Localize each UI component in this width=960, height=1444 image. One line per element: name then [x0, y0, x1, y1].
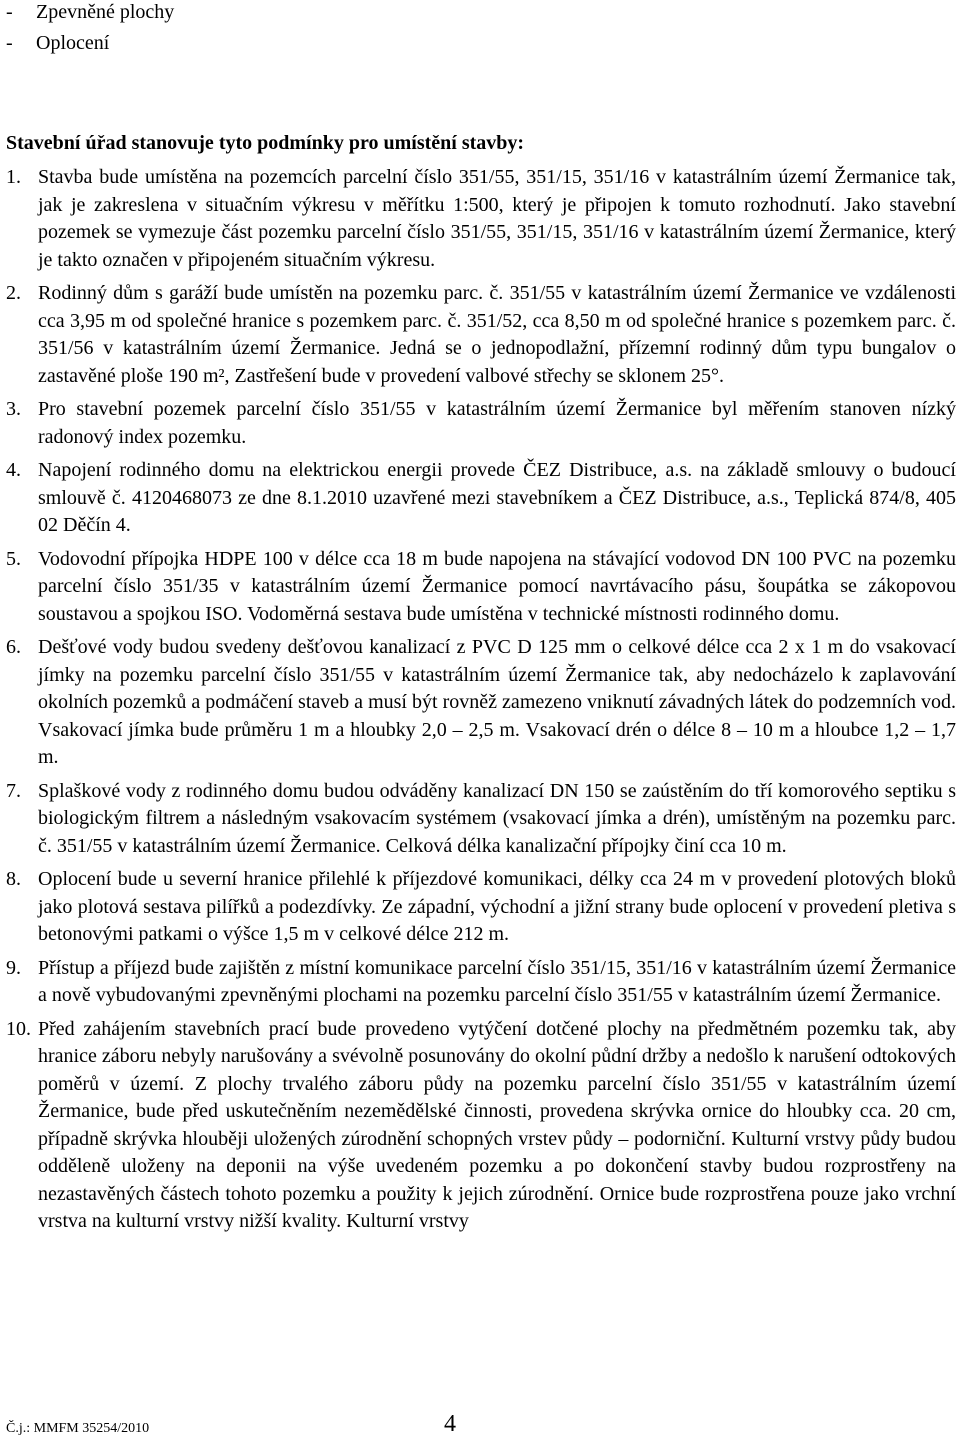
- condition-text: Dešťové vody budou svedeny dešťovou kanalizací z PVC D 125 mm o celkové délce cca 2 x 1 m do vsakovací jímky na pozemku parcelní číslo 351/55 v katastrálním území Žermanice tak, aby nedocházelo k zaplavování okolních pozemků a podmáčení staveb a musí být rovněž zamezeno vniknutí závadných látek do podzemních vod. Vsakovací jímka bude průměru 1 m a hloubky 2,0 – 2,5 m. Vsakovací drén o délce 8 – 10 m a hloubce 1,2 – 1,7 m.: [38, 636, 956, 768]
- condition-number: 1.: [6, 166, 21, 188]
- list-dash: -: [6, 32, 13, 54]
- condition-item: [6, 778, 956, 861]
- condition-item: [6, 1016, 956, 1236]
- list-item: [6, 0, 174, 28]
- condition-item: [6, 866, 956, 949]
- condition-text: Pro stavební pozemek parcelní číslo 351/55 v katastrálním území Žermanice byl měřením stanoven nízký radonový index pozemku.: [38, 398, 956, 448]
- condition-number: 7.: [6, 779, 21, 802]
- list-item-text: Oplocení: [36, 32, 110, 54]
- condition-text: Vodovodní přípojka HDPE 100 v délce cca 18 m bude napojena na stávající vodovod DN 100 PVC na pozemku parcelní číslo 351/35 v katastrálním území Žermanice pomocí navrtávacího pásu, šoupátka se zákopovou soustavou a spojkou ISO. Vodoměrná sestava bude umístěna v technické místnosti rodinného domu.: [38, 547, 956, 625]
- condition-number: 6.: [6, 636, 21, 658]
- item-list: [6, 0, 174, 59]
- condition-item: [6, 396, 956, 451]
- condition-item: [6, 280, 956, 390]
- list-item: [6, 28, 174, 59]
- condition-text: Napojení rodinného domu na elektrickou energii provede ČEZ Distribuce, a.s. na základě smlouvy o budoucí smlouvě č. 4120468073 ze dne 8.1.2010 uzavřené mezi stavebníkem a ČEZ Distribuce, a.s., Teplická 874/8, 405 02 Děčín 4.: [38, 459, 956, 536]
- condition-number: 10.: [6, 1017, 31, 1040]
- condition-number: 3.: [6, 398, 21, 420]
- condition-text: Před zahájením stavebních prací bude provedeno vytýčení dotčené plochy na předmětném pozemku tak, aby hranice záboru nebyly narušovány a svévolně posunovány do okolní půdní držby a nedošlo k narušení odtokových poměrů v území. Z plochy trvalého záboru půdy na pozemku parcelní číslo 351/55 v katastrálním území Žermanice, bude před uskutečněním nezemědělské činnosti, provedena skrývka ornice do hloubky cca. 20 cm, případně skrývka hlouběji uložených zúrodnění schopných vrstev půdy – podorniční. Kulturní vrstvy půdy budou odděleně uloženy na deponii na výše uvedeném pozemku a po dokončení stavby budou rozprostřeny na nezastavěných částech tohoto pozemku a použity k jejich zúrodnění. Ornice bude rozprostřena pouze jako vrchní vrstva na kulturní vrstvy nižší kvality. Kulturní vrstvy: [38, 1017, 956, 1232]
- condition-item: [6, 955, 956, 1010]
- condition-number: 4.: [6, 459, 21, 481]
- page-number: 4: [444, 1411, 456, 1437]
- condition-item: [6, 634, 956, 772]
- condition-number: 9.: [6, 956, 21, 979]
- condition-item: [6, 457, 956, 540]
- list-item-text: Zpevněné plochy: [36, 1, 175, 23]
- condition-text: Přístup a příjezd bude zajištěn z místní komunikace parcelní číslo 351/15, 351/16 v katastrálním území Žermanice a nově vybudovanými zpevněnými plochami na pozemku parcelní číslo 351/55 v katastrálním území Žermanice.: [38, 956, 956, 1006]
- conditions-list: [6, 164, 956, 1242]
- condition-number: 8.: [6, 868, 21, 890]
- condition-text: Oplocení bude u severní hranice přilehlé k příjezdové komunikaci, délky cca 24 m v provedení plotových bloků jako plotová sestava pilířků a podezdívky. Ze západní, východní a jižní strany bude oplocení v provedení pletiva s betonovými patkami o výšce 1,5 m v celkové délce 212 m.: [38, 868, 956, 945]
- list-dash: -: [6, 1, 13, 23]
- condition-item: [6, 546, 956, 629]
- condition-text: Splaškové vody z rodinného domu budou odváděny kanalizací DN 150 se zaústěním do tří komorového septiku s biologickým filtrem a následným vsakovacím systémem (vsakovací jímka a drén), umístěným na pozemku parc. č. 351/55 v katastrálním území Žermanice. Celková délka kanalizační přípojky činí cca 10 m.: [38, 779, 956, 857]
- condition-number: 5.: [6, 547, 21, 570]
- condition-number: 2.: [6, 282, 21, 304]
- condition-text: Stavba bude umístěna na pozemcích parcelní číslo 351/55, 351/15, 351/16 v katastrálním území Žermanice tak, jak je zakreslena v situačním výkresu v měřítku 1:500, který je připojen k tomuto rozhodnutí. Jako stavební pozemek se vymezuje část pozemku parcelní číslo 351/55, 351/15, 351/16 v katastrálním území Žermanice, který je takto označen v připojeném situačním výkresu.: [38, 166, 956, 271]
- document-reference: Č.j.: MMFM 35254/2010: [6, 1421, 150, 1436]
- section-heading: Stavební úřad stanovuje tyto podmínky pro umístění stavby:: [6, 132, 525, 154]
- condition-text: Rodinný dům s garáží bude umístěn na pozemku parc. č. 351/55 v katastrálním území Žermanice ve vzdálenosti cca 3,95 m od společné hranice s pozemkem parc. č. 351/52, cca 8,50 m od společné hranice s pozemkem parc. č. 351/56 v katastrálním území Žermanice. Jedná se o jednopodlažní, přízemní rodinný dům typu bungalov o zastavěné ploše 190 m², Zastřešení bude v provedení valbové střechy se sklonem 25°.: [38, 282, 956, 387]
- condition-item: [6, 164, 956, 274]
